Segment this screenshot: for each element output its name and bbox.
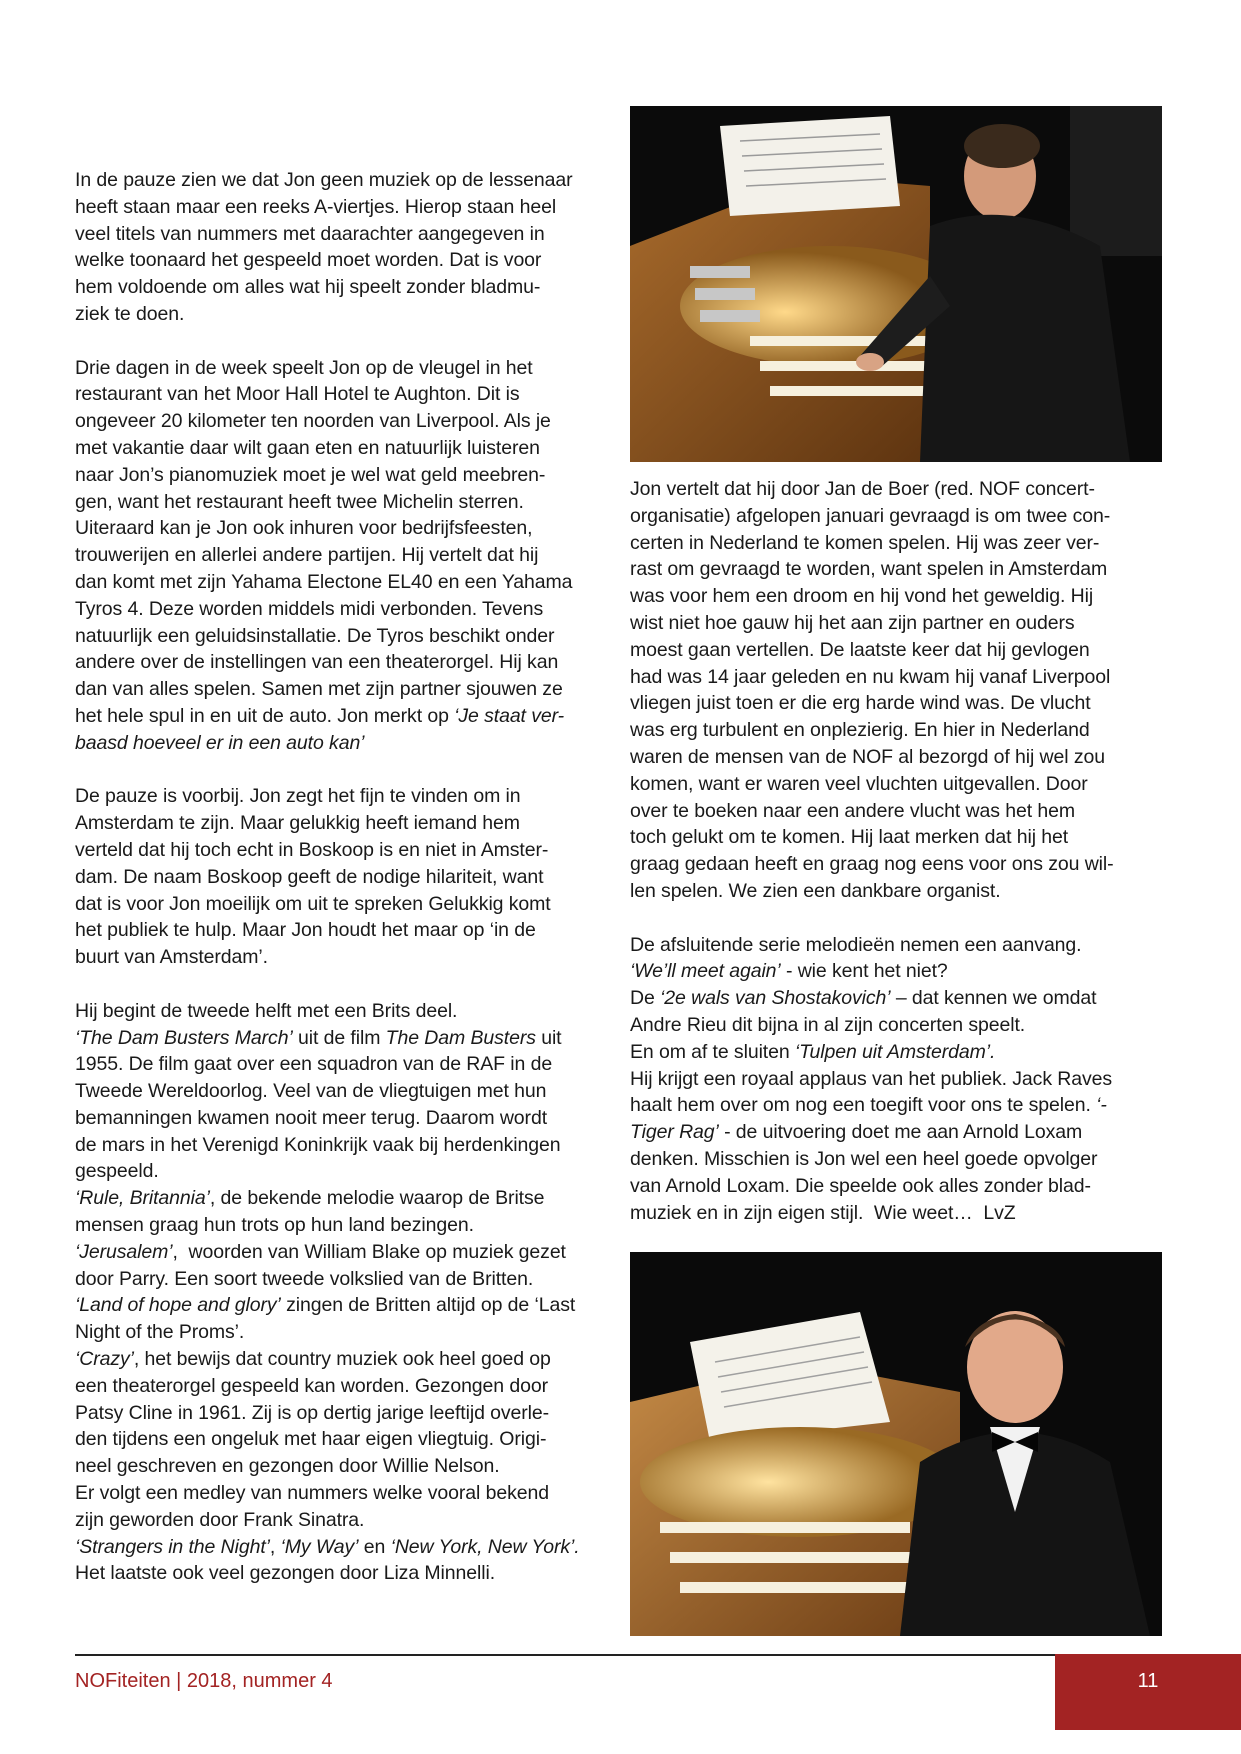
quote-auto: ‘Je staat ver- [454,704,565,727]
title-tiger-rag: Tiger Rag’ [630,1121,719,1144]
photo-organist-portrait [630,1252,1162,1636]
title-dam-busters-march: ‘The Dam Busters March’ [75,1026,293,1049]
title-crazy: ‘Crazy’ [75,1348,134,1371]
title-new-york: ‘New York, New York’ [390,1535,575,1558]
left-column [75,167,610,1587]
paragraph-british-set: Hij begint de tweede helft met een Brits deel. ‘The Dam Busters March’ uit de film The Dam Busters uit 1955. De film gaat over een squadron van de RAF in de Tweede Wereldoorlog. Veel van de vliegtuigen met hun bemanningen kwamen nooit meer terug. Daarom wordt de mars in het Verenigd Koninkrijk vaak bij herdenkingen gespeeld. ‘Rule, Britannia’, de bekende melodie waarop de Britse mensen graag hun trots op hun land bezingen. ‘Jerusalem’, woorden van William Blake op muziek gezet door Parry. Een soort tweede volkslied van de Britten. ‘Land of hope and glory’ zingen de Britten altijd op de ‘Last Night of the Proms’. ‘Crazy’, het bewijs dat country muziek ook heel goed op een theaterorgel gespeeld kan worden. Gezongen door Patsy Cline in 1961. Zij is op dertig jarige leeftijd overle- den tijdens een ongeluk met haar eigen vliegtuig. Origi- neel geschreven en gezongen door Willie Nelson. Er volgt een medley van nummers welke vooral bekend zijn geworden door Frank Sinatra. ‘Strangers in the Night’, ‘My Way’ en ‘New York, New York’. Het laatste ook veel gezongen door Liza Minnelli. [75,999,580,1585]
title-dam-busters-film: The Dam Busters [385,1026,536,1049]
title-well-meet-again: ‘We’ll meet again’ [630,960,781,983]
organist-portrait-photo [630,1252,1162,1636]
paragraph-boskoop: De pauze is voorbij. Jon zegt het fijn te vinden om in Amsterdam te zijn. Maar gelukkig heeft iemand hem verteld dat hij toch echt in Boskoop is en niet in Amster- dam. De naam Boskoop geeft de nodige hilariteit, want dat is voor Jon moeilijk om uit te spreken Gelukkig komt het publiek te hulp. Maar Jon houdt het maar op ‘in de buurt van Amsterdam’. [75,785,551,969]
paragraph-pause: In de pauze zien we dat Jon geen muziek op de lessenaar heeft staan maar een reeks A-viertjes. Hierop staan heel veel titels van nummers met daarachter aangegeven in welke toonaard het gespeeld moet worden. Dat is voor hem voldoende om alles wat hij speelt zonder bladmu- ziek te doen. [75,169,573,325]
paragraph-invitation: Jon vertelt dat hij door Jan de Boer (red. NOF concert- organisatie) afgelopen januari gevraagd is om twee con- certen in Nederland te komen spelen. Hij was zeer ver- rast om gevraagd te worden, want spelen in Amsterdam was voor hem een droom en hij vond het geweldig. Hij wist niet hoe gauw hij het aan zijn partner en ouders moest gaan vertellen. De laatste keer dat hij gevlogen had was 14 jaar geleden en nu kwam hij vanaf Liverpool vliegen juist toen er die erg harde wind was. De vlucht was erg turbulent en onplezierig. En hier in Nederland waren de mensen van de NOF al bezorgd of hij wel zou komen, want er waren veel vluchten uitgevallen. Door over te boeken naar een andere vlucht was het hem toch gelukt om te komen. Hij laat merken dat hij het graag gedaan heeft en graag nog eens voor ons zou wil- len spelen. We zien een dankbare organist. [630,478,1114,902]
footer-publication: NOFiteiten | 2018, nummer 4 [75,1670,333,1692]
page-number: 11 [1137,1670,1159,1692]
footer-divider [75,1654,1055,1656]
paragraph-closing-set: De afsluitende serie melodieën nemen een aanvang. ‘We’ll meet again’ - wie kent het niet? De ‘2e wals van Shostakovich’ – dat kennen we omdat Andre Rieu dit bijna in al zijn concerten speelt. En om af te sluiten ‘Tulpen uit Amsterdam’. Hij krijgt een royaal applaus van het publiek. Jack Raves haalt hem over om nog een toegift voor ons te spelen. ‘- Tiger Rag’ - de uitvoering doet me aan Arnold Loxam denken. Misschien is Jon wel een heel goede opvolger van Arnold Loxam. Die speelde ook alles zonder blad- muziek en in zijn eigen stijl. Wie weet… LvZ [630,933,1113,1224]
title-strangers-in-the-night: ‘Strangers in the Night’ [75,1535,270,1558]
photo-organist-playing [630,106,1162,462]
organ-console-photo [630,106,1162,462]
title-tulpen-uit-amsterdam: ‘Tulpen uit Amsterdam’ [794,1040,990,1063]
paragraph-moor-hall: Drie dagen in de week speelt Jon op de vleugel in het restaurant van het Moor Hall Hotel te Aughton. Dit is ongeveer 20 kilometer ten noorden van Liverpool. Als je met vakantie daar wilt gaan eten en natuurlijk luisteren naar Jon’s pianomuziek moet je wel wat geld meebren- gen, want het restaurant heeft twee Michelin sterren. Uiteraard kan je Jon ook inhuren voor bedrijfsfeesten, trouwerijen en allerlei andere partijen. Hij vertelt dat hij dan komt met zijn Yahama Electone EL40 en een Yahama Tyros 4. Deze worden middels midi verbonden. Tevens natuurlijk een geluidsinstallatie. De Tyros beschikt onder andere over de instellingen van een theaterorgel. Hij kan dan van alles spelen. Samen met zijn partner sjouwen ze het hele spul in en uit de auto. Jon merkt op ‘Je staat ver- baasd hoeveel er in een auto kan’ [75,356,573,754]
title-land-of-hope: ‘Land of hope and glory’ [75,1294,281,1317]
title-my-way: ‘My Way’ [280,1535,359,1558]
title-jerusalem: ‘Jerusalem’ [75,1240,173,1263]
title-shostakovich-waltz: ‘2e wals van Shostakovich’ [660,987,891,1010]
title-rule-britannia: ‘Rule, Britannia’ [75,1187,210,1210]
right-column [630,476,1165,1226]
